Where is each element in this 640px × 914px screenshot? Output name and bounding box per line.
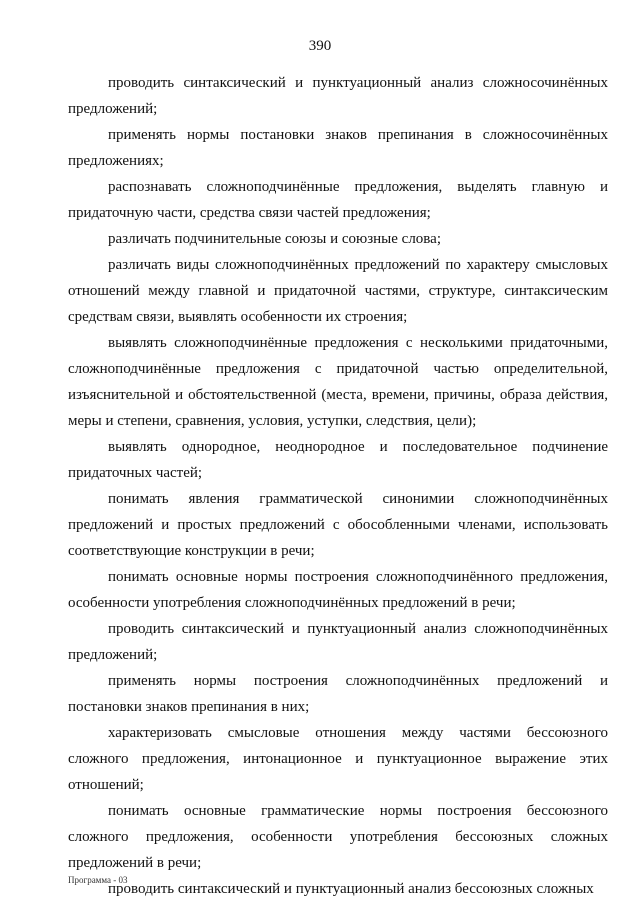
paragraph: понимать основные грамматические нормы построения бессоюзного сложного предложения, особенности употребления бессоюзных сложных предложений в речи;	[68, 803, 608, 871]
paragraph: проводить синтаксический и пунктуационный анализ бессоюзных сложных	[108, 881, 594, 897]
page-number: 390	[308, 38, 332, 54]
paragraph: применять нормы постановки знаков препинания в сложносочинённых предложениях;	[68, 127, 608, 169]
paragraph: выявлять однородное, неоднородное и последовательное подчинение придаточных частей;	[68, 439, 608, 481]
paragraph: различать виды сложноподчинённых предложений по характеру смысловых отношений между главной и придаточной частями, структуре, синтаксическим средствам связи, выявлять особенности их строения;	[68, 257, 608, 325]
paragraph: распознавать сложноподчинённые предложения, выделять главную и придаточную части, средства связи частей предложения;	[68, 179, 608, 221]
paragraph: понимать основные нормы построения сложноподчинённого предложения, особенности употребления сложноподчинённых предложений в речи;	[68, 569, 608, 611]
paragraph: характеризовать смысловые отношения между частями бессоюзного сложного предложения, интонационное и пунктуационное выражение этих отношений;	[68, 725, 608, 793]
paragraph: выявлять сложноподчинённые предложения с несколькими придаточными, сложноподчинённые предложения с придаточной частью определительной, изъяснительной и обстоятельственной (места, времени, причины, образа действия, меры и степени, сравнения, условия, уступки, следствия, цели);	[68, 335, 608, 429]
paragraph: проводить синтаксический и пунктуационный анализ сложносочинённых предложений;	[68, 75, 608, 117]
document-body	[68, 70, 608, 902]
paragraph: различать подчинительные союзы и союзные слова;	[108, 231, 442, 247]
paragraph: проводить синтаксический и пунктуационный анализ сложноподчинённых предложений;	[68, 621, 608, 663]
paragraph: понимать явления грамматической синонимии сложноподчинённых предложений и простых предложений с обособленными членами, использовать соответствующие конструкции в речи;	[68, 491, 608, 559]
footer-label: Программа - 03	[68, 875, 128, 885]
paragraph: применять нормы построения сложноподчинённых предложений и постановки знаков препинания в них;	[68, 673, 608, 715]
